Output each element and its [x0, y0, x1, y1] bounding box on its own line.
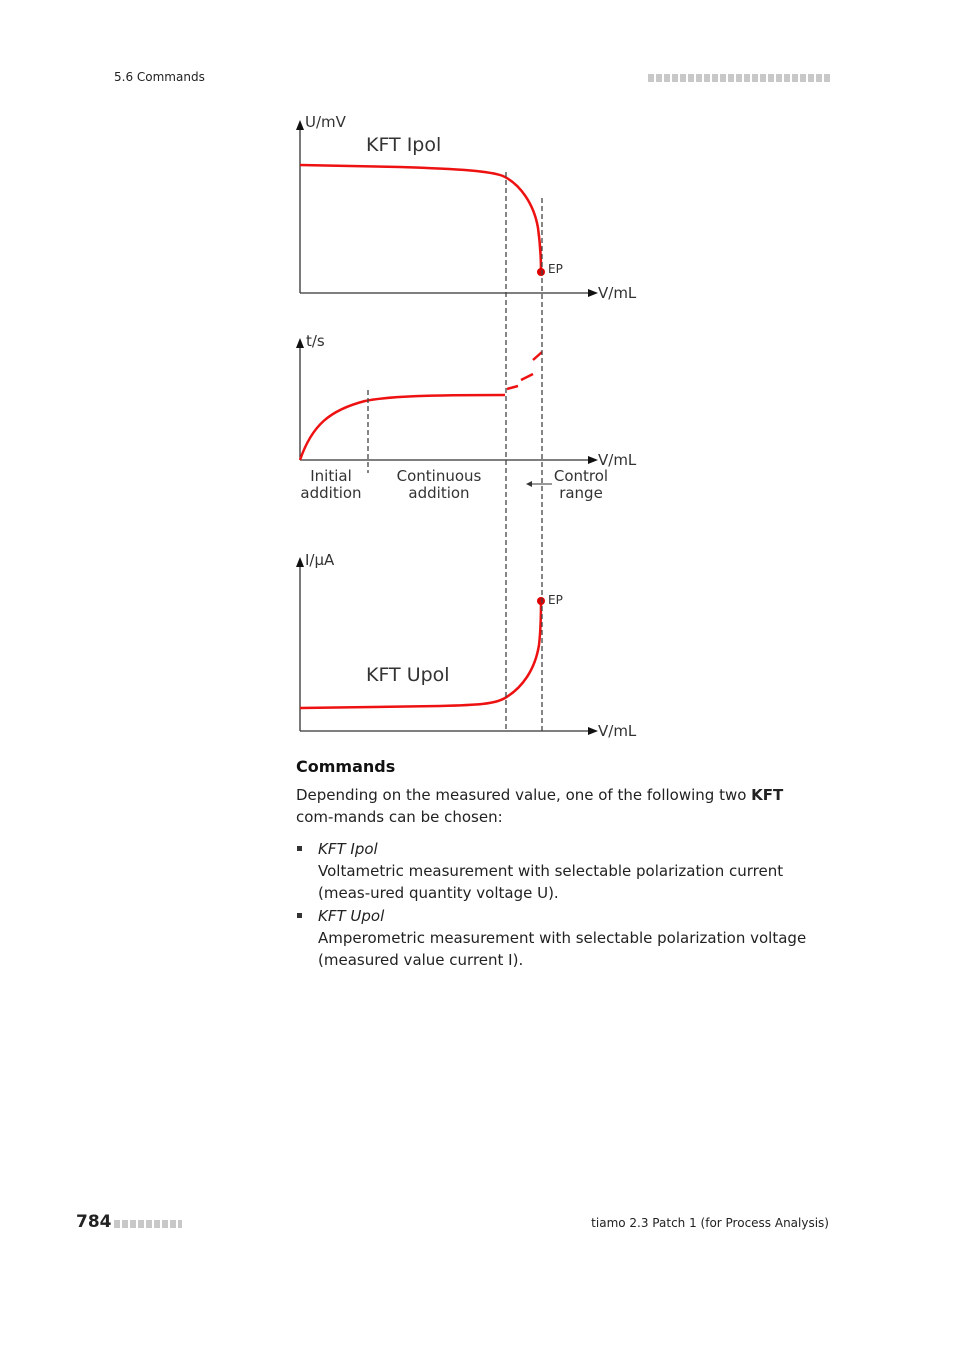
panel2-control-arrow-head	[526, 481, 532, 487]
command-list	[296, 838, 816, 972]
panel1-endpoint-label: EP	[548, 262, 563, 276]
panel2-curve-dash3	[533, 352, 542, 360]
panel2-x-axis-arrow	[588, 456, 598, 464]
page-number: 784	[76, 1212, 112, 1232]
header-section-title: 5.6 Commands	[114, 70, 205, 84]
panel-kft-ipol	[296, 113, 637, 302]
panel3-title: KFT Upol	[366, 664, 450, 686]
list-item-title: KFT Ipol	[318, 840, 378, 858]
panel3-endpoint-marker	[537, 597, 545, 605]
panel2-region3-line1: Control	[553, 467, 609, 485]
panel3-x-axis-arrow	[588, 727, 598, 735]
panel2-region2-line2: addition	[408, 484, 470, 502]
panel-time	[296, 332, 637, 502]
intro-text-bold: KFT	[751, 786, 784, 804]
panel1-x-label: V/mL	[598, 284, 637, 302]
section-heading: Commands	[296, 757, 396, 776]
footer-product-name: tiamo 2.3 Patch 1 (for Process Analysis)	[591, 1216, 829, 1230]
footer-decoration-dots	[114, 1220, 182, 1228]
list-item-description: Amperometric measurement with selectable polarization voltage (measured value current I).	[318, 929, 807, 969]
panel2-y-label: t/s	[306, 332, 325, 350]
panel-kft-upol	[296, 551, 637, 740]
panel2-x-label: V/mL	[598, 451, 637, 469]
panel3-endpoint-label: EP	[548, 593, 563, 607]
panel1-title: KFT Ipol	[366, 134, 442, 156]
panel2-curve-dash1	[507, 386, 518, 389]
panel1-endpoint-marker	[537, 268, 545, 276]
panel1-curve	[300, 165, 541, 272]
panel2-region2-line1: Continuous	[396, 467, 482, 485]
panel3-x-label: V/mL	[598, 722, 637, 740]
list-item	[296, 905, 816, 971]
intro-paragraph	[296, 784, 816, 828]
list-item-description: Voltametric measurement with selectable polarization current (meas-ured quantity voltage U).	[318, 862, 784, 902]
bullet-icon	[297, 913, 302, 918]
intro-text-before: Depending on the measured value, one of the following two	[296, 786, 752, 804]
panel2-region1-line2: addition	[300, 484, 362, 502]
panel2-region1-line1: Initial	[310, 467, 352, 485]
panel3-y-label: I/µA	[305, 551, 335, 569]
panel2-curve	[300, 395, 505, 460]
panel1-y-label: U/mV	[305, 113, 346, 131]
bullet-icon	[297, 846, 302, 851]
panel2-y-axis-arrow	[296, 338, 304, 348]
panel2-curve-dash2	[521, 374, 533, 380]
intro-text-after: com-mands can be chosen:	[296, 808, 503, 826]
panel3-y-axis-arrow	[296, 557, 304, 567]
panel1-y-axis-arrow	[296, 120, 304, 130]
list-item	[296, 838, 816, 904]
panel2-region3-line2: range	[559, 484, 603, 502]
panel3-curve	[300, 601, 541, 708]
list-item-title: KFT Upol	[318, 907, 385, 925]
panel1-x-axis-arrow	[588, 289, 598, 297]
